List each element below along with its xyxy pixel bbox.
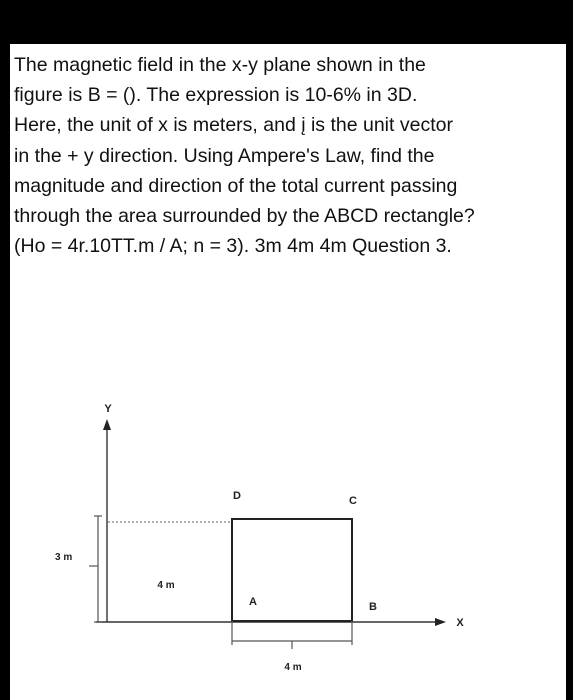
- y-axis-label: Y: [104, 403, 112, 415]
- corner-c-label: C: [349, 495, 357, 507]
- corner-b-label: B: [369, 601, 377, 613]
- problem-line: in the + y direction. Using Ampere's Law, find the: [14, 144, 435, 167]
- problem-line: The magnetic field in the x-y plane shown in the: [14, 54, 426, 76]
- left-width-label: 4 m: [157, 580, 175, 591]
- x-axis-label: X: [456, 617, 464, 629]
- corner-a-label: A: [249, 596, 257, 608]
- problem-line: through the area surrounded by the ABCD rectangle?: [14, 205, 475, 228]
- question-page: [10, 44, 566, 700]
- problem-line: (Ho = 4r.10TT.m / A; n = 3). 3m 4m 4m Question 3.: [14, 235, 452, 258]
- ampere-loop-figure: [10, 44, 566, 700]
- bottom-width-label: 4 m: [284, 662, 302, 673]
- y-axis-arrowhead: [103, 419, 111, 430]
- corner-d-label: D: [233, 490, 241, 502]
- problem-line: Here, the unit of x is meters, and į is the unit vector: [14, 114, 453, 137]
- x-axis-arrowhead: [435, 618, 446, 626]
- problem-line: figure is B = (). The expression is 10-6% in 3D.: [14, 84, 418, 107]
- height-dimension-label: 3 m: [55, 552, 73, 563]
- problem-line: magnitude and direction of the total current passing: [14, 174, 458, 197]
